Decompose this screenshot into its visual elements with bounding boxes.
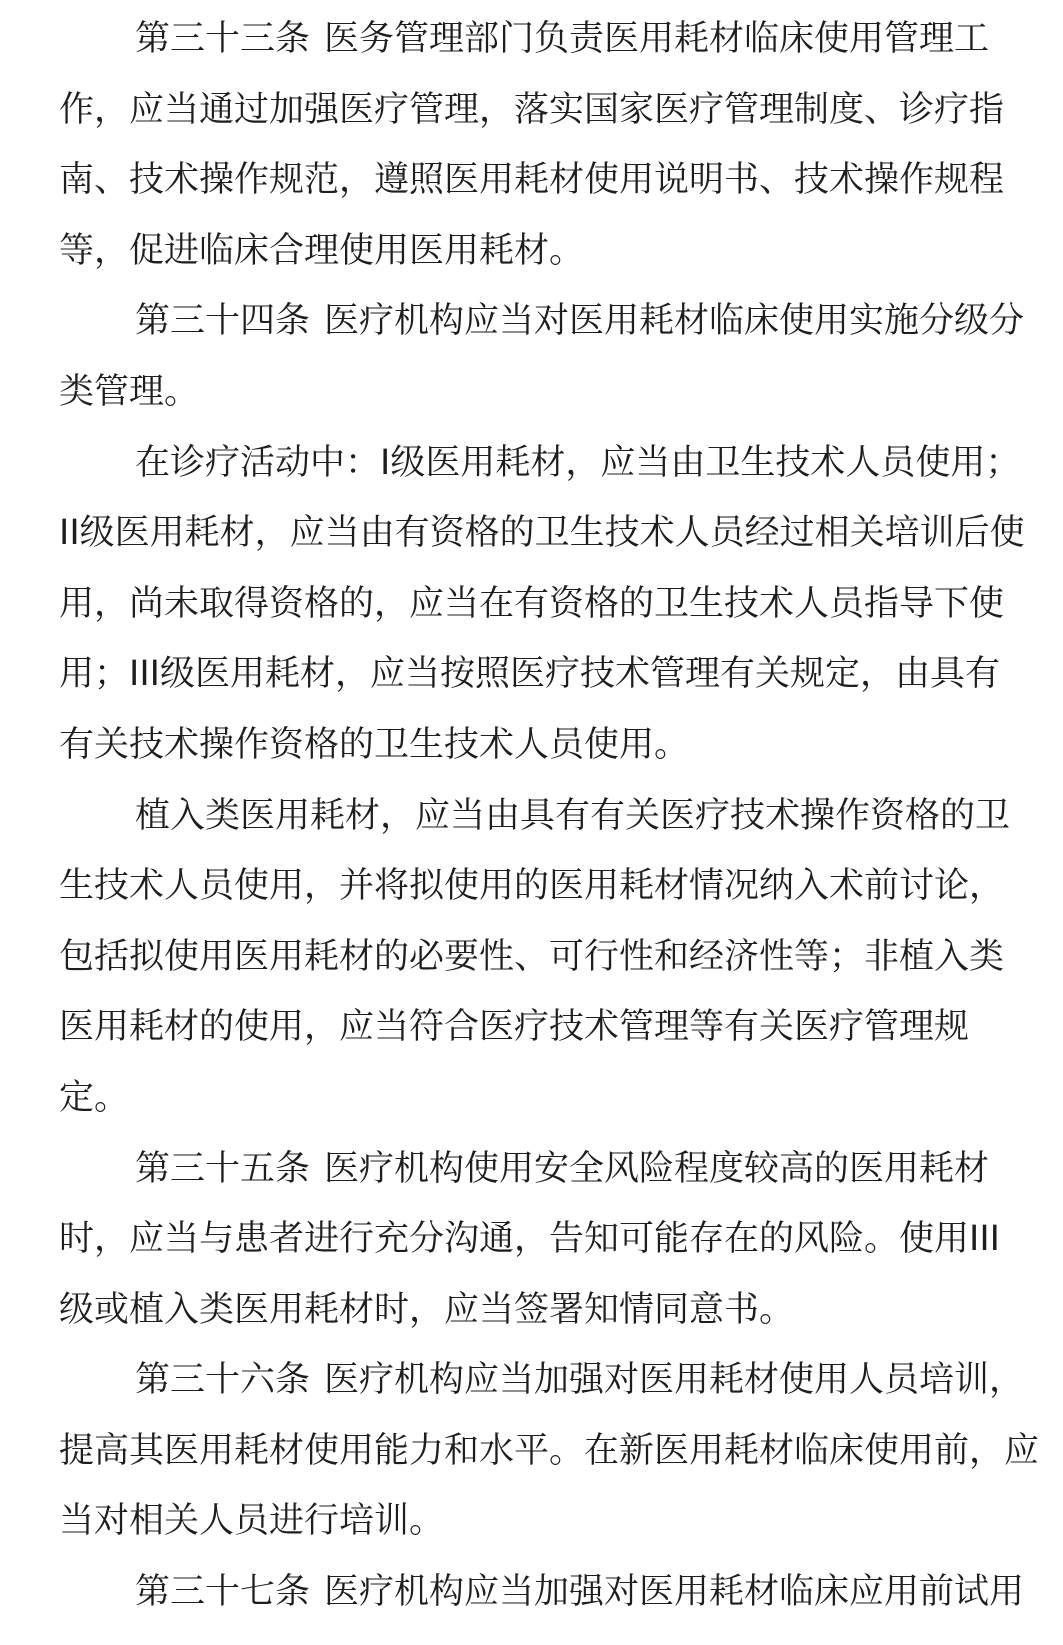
- text-line: II级医用耗材，应当由有资格的卫生技术人员经过相关培训后使: [59, 513, 1025, 554]
- line-text: 医疗机构应当加强对医用耗材临床应用前试用: [324, 1572, 1025, 1613]
- text-line: [59, 1557, 1043, 1628]
- paragraph-classification: [59, 428, 1043, 781]
- paragraph-article-34: [59, 286, 1043, 427]
- text-line: 当对相关人员进行培训。: [59, 1501, 445, 1542]
- text-line: 有关技术操作资格的卫生技术人员使用。: [59, 724, 690, 765]
- article-label: 第三十六条: [135, 1360, 311, 1401]
- text-line: 级或植入类医用耗材时，应当签署知情同意书。: [59, 1289, 795, 1330]
- article-label: 第三十五条: [135, 1148, 311, 1189]
- text-line: 类管理。: [59, 371, 200, 412]
- text-line: 时，应当与患者进行充分沟通，告知可能存在的风险。使用III: [59, 1219, 1000, 1260]
- text-line: 在诊疗活动中：I级医用耗材，应当由卫生技术人员使用；: [135, 442, 1021, 483]
- text-line: 植入类医用耗材，应当由具有有关医疗技术操作资格的卫: [135, 795, 1011, 836]
- text-line: [59, 286, 1043, 357]
- text-line: 生技术人员使用，并将拟使用的医用耗材情况纳入术前讨论，: [59, 866, 1005, 907]
- text-line: [59, 1345, 1043, 1416]
- text-line: 用；III级医用耗材，应当按照医疗技术管理有关规定，由具有: [59, 654, 1000, 695]
- paragraph-implant: [59, 781, 1043, 1134]
- paragraph-article-33: [59, 4, 1043, 286]
- line-text: 医疗机构应当加强对医用耗材使用人员培训，: [324, 1360, 1025, 1401]
- text-line: 作，应当通过加强医疗管理，落实国家医疗管理制度、诊疗指: [59, 89, 1005, 130]
- text-line: [59, 1134, 1043, 1205]
- paragraph-article-35: [59, 1134, 1043, 1346]
- text-line: 医用耗材的使用，应当符合医疗技术管理等有关医疗管理规: [59, 1007, 970, 1048]
- article-label: 第三十七条: [135, 1572, 311, 1613]
- article-label: 第三十四条: [135, 301, 311, 342]
- text-line: 用，尚未取得资格的，应当在有资格的卫生技术人员指导下使: [59, 583, 1005, 624]
- text-line: 等，促进临床合理使用医用耗材。: [59, 230, 585, 271]
- line-text: 医疗机构应当对医用耗材临床使用实施分级分: [324, 301, 1025, 342]
- paragraph-article-36: [59, 1345, 1043, 1557]
- line-text: 医疗机构使用安全风险程度较高的医用耗材: [324, 1148, 990, 1189]
- article-label: 第三十三条: [135, 19, 311, 59]
- text-line: 定。: [59, 1077, 130, 1118]
- line-text: 医务管理部门负责医用耗材临床使用管理工: [324, 19, 990, 59]
- text-line: 提高其医用耗材使用能力和水平。在新医用耗材临床使用前，应: [59, 1430, 1040, 1471]
- text-line: 南、技术操作规范，遵照医用耗材使用说明书、技术操作规程: [59, 160, 1005, 201]
- text-line: [59, 4, 1043, 75]
- text-line: 包括拟使用医用耗材的必要性、可行性和经济性等；非植入类: [59, 936, 1005, 977]
- paragraph-article-37: [59, 1557, 1043, 1628]
